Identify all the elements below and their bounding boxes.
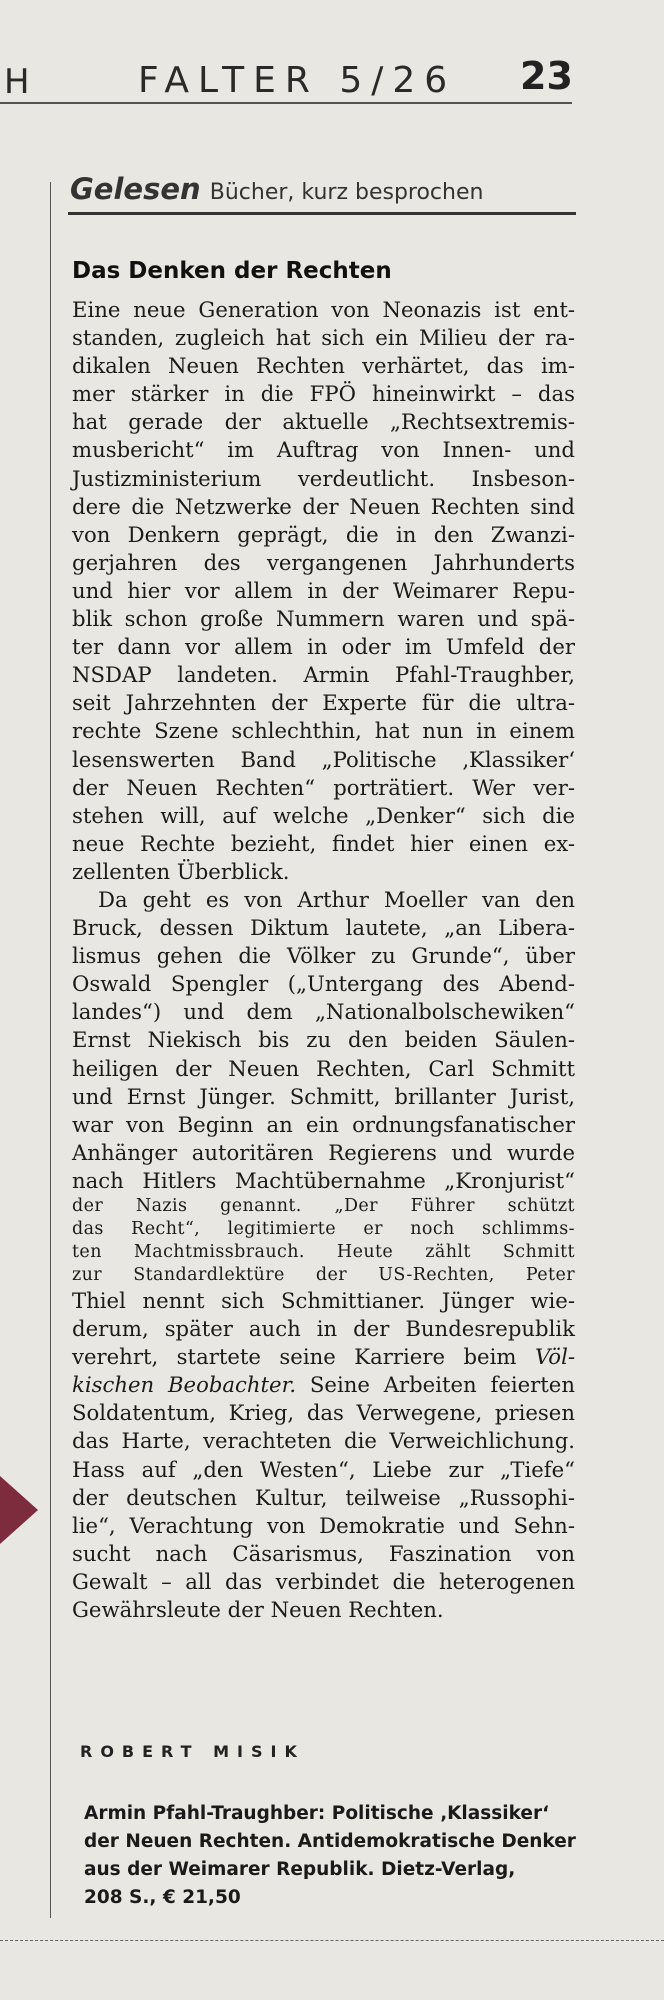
text-line: lismus gehen die Völker zu Grunde“, über (72, 943, 575, 969)
text-line: das Harte, verachteten die Verweichlichung. (72, 1428, 575, 1454)
text-line: stehen will, auf welche „Denker“ sich die (72, 802, 575, 828)
section-kicker: Gelesen (70, 172, 201, 206)
text-line: musbericht“ im Auftrag von Innen- und (72, 437, 575, 463)
column-rule (50, 182, 51, 1918)
text-line: ten Machtmissbrauch. Heute zählt Schmitt (72, 1242, 575, 1262)
text-line: NSDAP landeten. Armin Pfahl-Traughber, (72, 662, 575, 688)
bottom-rule (0, 1940, 664, 1941)
article-author: ROBERT MISIK (80, 1742, 305, 1761)
text-line: gerjahren des vergangenen Jahrhunderts (72, 549, 575, 575)
book-info-line: aus der Weimarer Republik. Dietz-Verlag, (84, 1859, 516, 1880)
text-line: Ernst Niekisch bis zu den beiden Säulen- (72, 1027, 575, 1053)
text-line: zellenten Überblick. (72, 858, 290, 884)
text-line: Anhänger autoritären Regierens und wurde (72, 1139, 575, 1165)
text-line: kischen Beobachter. Seine Arbeiten feierten (72, 1372, 575, 1398)
text-line: derum, später auch in der Bundesrepublik (72, 1316, 575, 1342)
section-subtitle: Bücher, kurz besprochen (209, 180, 484, 205)
text-line: dikalen Neuen Rechten verhärtet, das im- (72, 353, 575, 379)
text-line: das Recht“, legitimierte er noch schlimms- (72, 1219, 575, 1239)
text-line: verehrt, startete seine Karriere beim Völ- (72, 1344, 575, 1370)
page-number: 23 (520, 54, 573, 98)
text-line: Bruck, dessen Diktum lautete, „an Libera- (72, 915, 575, 941)
text-line: der Neuen Rechten“ porträtiert. Wer ver- (72, 774, 575, 800)
text-line: war von Beginn an ein ordnungsfanatischer (72, 1111, 575, 1137)
page-header (0, 40, 664, 110)
text-line: blik schon große Nummern waren und spä- (72, 606, 575, 632)
text-line: Oswald Spengler („Untergang des Abend- (72, 971, 575, 997)
text-line: und hier vor allem in der Weimarer Repu- (72, 577, 575, 603)
text-line: Thiel nennt sich Schmittianer. Jünger wie- (72, 1288, 575, 1313)
text-line: nach Hitlers Machtübernahme „Kronjurist“ (72, 1167, 575, 1193)
section-rule (68, 212, 576, 215)
text-line: Hass auf „den Westen“, Liebe zur „Tiefe“ (72, 1456, 575, 1482)
text-line: heiligen der Neuen Rechten, Carl Schmitt (72, 1055, 575, 1081)
paragraph-1 (72, 296, 575, 886)
text-line: von Denkern geprägt, die in den Zwanzi- (72, 521, 575, 547)
text-line: zur Standardlektüre der US-Rechten, Peter (72, 1265, 575, 1285)
text-line: Gewalt – all das verbindet die heterogenen (72, 1568, 575, 1594)
text-line: der Nazis genannt. „Der Führer schützt (72, 1196, 575, 1216)
text-line: rechte Szene schlechthin, hat nun in einem (72, 718, 575, 744)
text-line: hat gerade der aktuelle „Rechtsextremis- (72, 409, 575, 435)
text-line: Justizministerium verdeutlicht. Insbeson- (72, 465, 575, 491)
page-marker-triangle (0, 1476, 38, 1544)
text-line: standen, zugleich hat sich ein Milieu der ra- (72, 325, 575, 351)
article-body (72, 296, 575, 1624)
text-line: ter dann vor allem in oder im Umfeld der (72, 634, 575, 660)
text-line: und Ernst Jünger. Schmitt, brillanter Jurist, (72, 1083, 575, 1109)
text-line: Eine neue Generation von Neonazis ist ent- (72, 297, 575, 322)
text-line: Soldatentum, Krieg, das Verwegene, priesen (72, 1400, 575, 1426)
header-rule (0, 102, 572, 104)
book-info (84, 1800, 604, 1912)
text-line: Da geht es von Arthur Moeller van den (98, 886, 575, 912)
text-line: sucht nach Cäsarismus, Faszination von (72, 1540, 575, 1566)
text-line: lesenswerten Band „Politische ‚Klassiker‘ (72, 746, 575, 772)
article-title: Das Denken der Rechten (72, 258, 392, 284)
book-info-line: 208 S., € 21,50 (84, 1887, 241, 1908)
text-line: der deutschen Kultur, teilweise „Russophi- (72, 1484, 575, 1510)
text-line: seit Jahrzehnten der Experte für die ultra- (72, 690, 575, 716)
publication-issue: FALTER 5/26 (138, 60, 457, 101)
book-info-line: Armin Pfahl-Traughber: Politische ‚Klassiker‘ (84, 1803, 550, 1824)
text-line: landes“) und dem „Nationalbolschewiken“ (72, 999, 575, 1025)
text-line: mer stärker in die FPÖ hineinwirkt – das (72, 381, 575, 407)
book-info-line: der Neuen Rechten. Antidemokratische Denker (84, 1831, 576, 1852)
text-line: neue Rechte bezieht, findet hier einen ex- (72, 830, 575, 856)
section-heading (70, 172, 575, 216)
page-edge-letter: H (4, 62, 32, 102)
text-line: dere die Netzwerke der Neuen Rechten sind (72, 493, 575, 519)
text-line: Gewährsleute der Neuen Rechten. (72, 1597, 444, 1623)
paragraph-2 (72, 886, 575, 1624)
text-line: lie“, Verachtung von Demokratie und Sehn- (72, 1512, 575, 1538)
